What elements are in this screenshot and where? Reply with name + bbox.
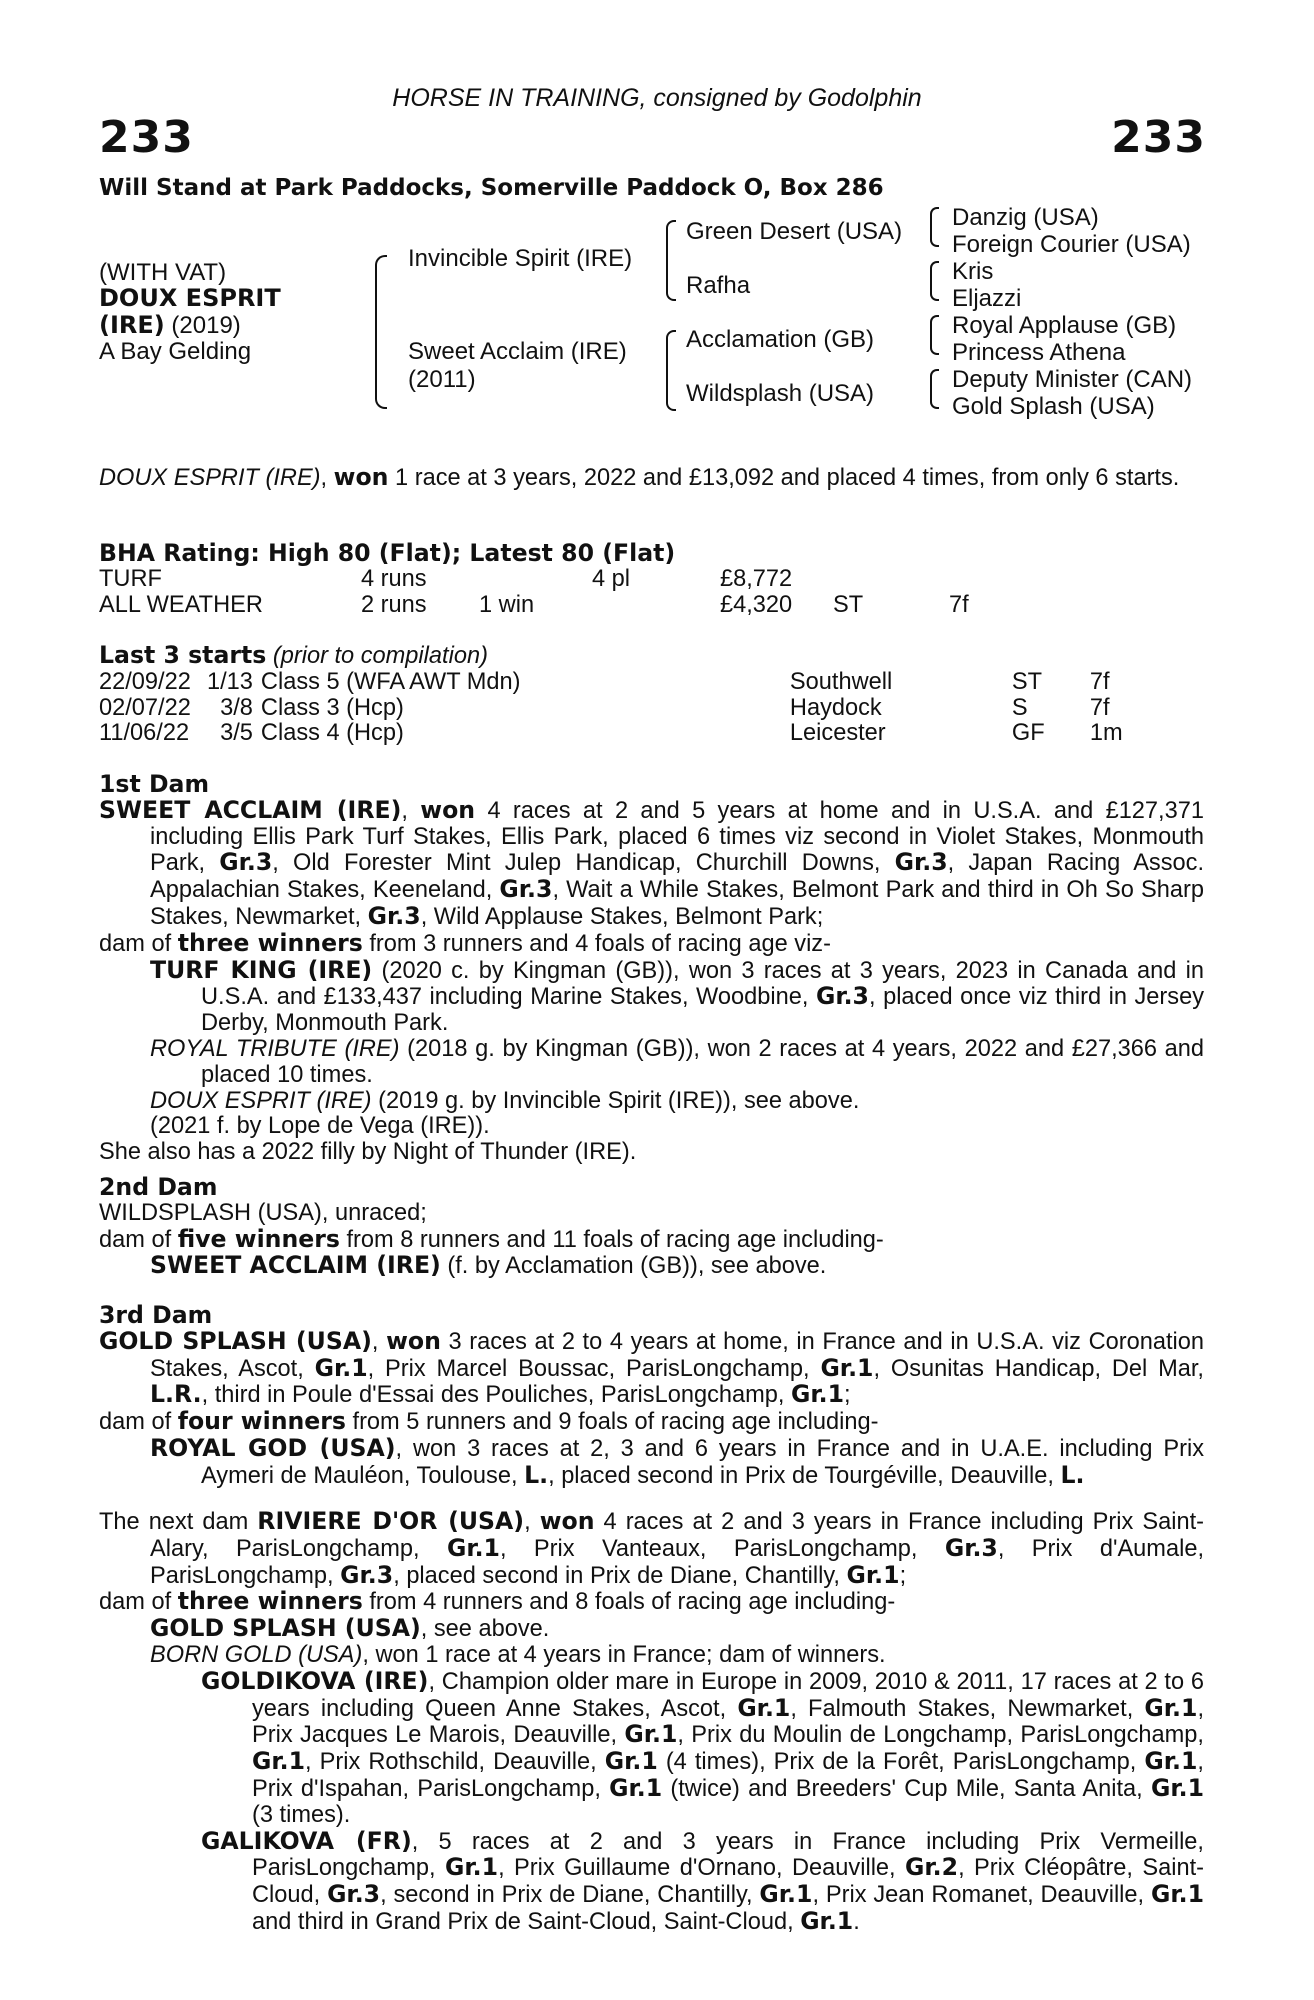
catalogue-heading: HORSE IN TRAINING, consigned by Godolphin [392, 84, 922, 112]
horse-name-country [99, 311, 241, 340]
second-dam-record: WILDSPLASH (USA), unraced; [99, 1199, 427, 1226]
last-starts-table [99, 670, 1123, 747]
last-starts-section [99, 643, 1204, 747]
third-dam-title: 3rd Dam [99, 1301, 213, 1329]
list-item: BORN GOLD (USA), won 1 race at 4 years in France; dam of winners. [150, 1641, 886, 1668]
list-item: ROYAL GOD (USA), won 3 races at 2, 3 and 6 years in France and in U.A.E. including Prix Aymeri de Mauléon, Toulouse, L., placed second in Prix de Tourgéville, Deauville, L. [150, 1433, 1205, 1489]
last-starts-note: (prior to compilation) [272, 643, 488, 669]
second-dam-produce-summary: dam of five winners from 8 runners and 11 foals of racing age including- [99, 1224, 884, 1253]
pedigree-brace-sire [666, 220, 676, 301]
third-dam-section [99, 1303, 1204, 1490]
summary-won: won [333, 463, 389, 491]
first-dam-title: 1st Dam [99, 770, 210, 798]
list-item: DOUX ESPRIT (IRE) (2019 g. by Invincible Spirit (IRE)), see above. [150, 1087, 860, 1114]
pedigree-brace-ds [930, 315, 939, 355]
list-item: GALIKOVA (FR), 5 races at 2 and 3 years in France including Prix Vermeille, ParisLongchamp, Gr.1, Prix Guillaume d'Ornano, Deauville, Gr.2, Prix Cléopâtre, Saint-Cloud, Gr.3, second in Prix de Diane, Chantilly, Gr.1, Prix Jean Romanet, Deauville, Gr.1 and third in Grand Prix de Saint-Cloud, Saint-Cloud, Gr.1. [201, 1826, 1204, 1935]
pedigree-dsd: Princess Athena [952, 339, 1126, 366]
vat-status: (WITH VAT) [99, 259, 227, 286]
list-item: (2021 f. by Lope de Vega (IRE)). [150, 1113, 490, 1140]
pedigree-brace-dd [930, 369, 939, 409]
pedigree-dss: Royal Applause (GB) [952, 312, 1177, 339]
list-item: GOLD SPLASH (USA), see above. [150, 1614, 550, 1643]
pedigree-dam-sire: Acclamation (GB) [686, 326, 875, 353]
table-row: 02/07/22 3/8 Class 3 (Hcp) Haydock S 7f [99, 694, 1110, 721]
list-item: SWEET ACCLAIM (IRE) (f. by Acclamation (GB)), see above. [150, 1251, 827, 1280]
next-dam-record: The next dam RIVIERE D'OR (USA), won 4 races at 2 and 3 years in France including Prix Saint-Alary, ParisLongchamp, Gr.1, Prix Vanteaux, ParisLongchamp, Gr.3, Prix d'Aumale, ParisLongchamp, Gr.3, placed second in Prix de Diane, Chantilly, Gr.1; [99, 1507, 1204, 1589]
country-suffix: (IRE) [99, 311, 165, 339]
first-dam-record: SWEET ACCLAIM (IRE), won 4 races at 2 and 5 years at home and in U.S.A. and £127,371 including Ellis Park Turf Stakes, Ellis Park, placed 6 times viz second in Violet Stakes, Monmouth Park, Gr.3, Old Forester Mint Julep Handicap, Churchill Downs, Gr.3, Japan Racing Assoc. Appalachian Stakes, Keeneland, Gr.3, Wait a While Stakes, Belmont Park and third in Oh So Sharp Stakes, Newmarket, Gr.3, Wild Applause Stakes, Belmont Park; [99, 795, 1205, 930]
pedigree-dam-year: (2011) [408, 366, 476, 393]
table-row: TURF 4 runs 4 pl £8,772 [99, 565, 793, 592]
pedigree-ssd: Foreign Courier (USA) [952, 231, 1191, 258]
pedigree-dam-dam: Wildsplash (USA) [686, 380, 875, 407]
summary-text: 1 race at 3 years, 2022 and £13,092 and placed 4 times, from only 6 starts. [388, 465, 1180, 491]
list-item: TURF KING (IRE) (2020 c. by Kingman (GB)), won 3 races at 3 years, 2023 in Canada and in U.S.A. and £133,437 including Marine Stakes, Woodbine, Gr.3, placed once viz third in Jersey Derby, Monmouth Park. [150, 955, 1204, 1037]
pedigree-brace-main [375, 255, 387, 409]
pedigree-ddd: Gold Splash (USA) [952, 393, 1155, 420]
pedigree-sdd: Eljazzi [952, 285, 1022, 312]
next-dam-section [99, 1509, 1204, 1936]
rating-table [99, 567, 969, 619]
pedigree-sire: Invincible Spirit (IRE) [408, 245, 633, 272]
lot-number-left: 233 [99, 112, 194, 163]
rating-title: BHA Rating: High 80 (Flat); Latest 80 (Flat) [99, 539, 676, 567]
rating-section [99, 541, 1204, 618]
second-dam-title: 2nd Dam [99, 1173, 218, 1201]
summary-horse-name: DOUX ESPRIT (IRE) [99, 465, 321, 491]
lot-number-right: 233 [1111, 112, 1206, 163]
table-row: 22/09/22 1/13 Class 5 (WFA AWT Mdn) Southwell ST 7f [99, 668, 1110, 695]
horse-description: A Bay Gelding [99, 338, 252, 365]
next-dam-produce-summary: dam of three winners from 4 runners and 8 foals of racing age including- [99, 1587, 896, 1616]
third-dam-record: GOLD SPLASH (USA), won 3 races at 2 to 4 years at home, in France and in U.S.A. viz Coronation Stakes, Ascot, Gr.1, Prix Marcel Boussac, ParisLongchamp, Gr.1, Osunitas Handicap, Del Mar, L.R., third in Poule d'Essai des Pouliches, ParisLongchamp, Gr.1; [99, 1326, 1204, 1409]
horse-name: DOUX ESPRIT [99, 284, 281, 312]
list-item: GOLDIKOVA (IRE), Champion older mare in Europe in 2009, 2010 & 2011, 17 races at 2 to 6 years including Queen Anne Stakes, Ascot, Gr.1, Falmouth Stakes, Newmarket, Gr.1, Prix Jacques Le Marois, Deauville, Gr.1, Prix du Moulin de Longchamp, ParisLongchamp, Gr.1, Prix Rothschild, Deauville, Gr.1 (4 times), Prix de la Forêt, ParisLongchamp, Gr.1, Prix d'Ispahan, ParisLongchamp, Gr.1 (twice) and Breeders' Cup Mile, Santa Anita, Gr.1 (3 times). [201, 1666, 1204, 1828]
pedigree-sss: Danzig (USA) [952, 204, 1099, 231]
pedigree-brace-sd [930, 261, 939, 301]
third-dam-produce-summary: dam of four winners from 5 runners and 9 foals of racing age including- [99, 1407, 879, 1436]
list-item: ROYAL TRIBUTE (IRE) (2018 g. by Kingman (GB)), won 2 races at 4 years, 2022 and £27,366 and placed 10 times. [150, 1035, 1205, 1088]
pedigree-brace-dam [666, 330, 676, 411]
table-row: ALL WEATHER 2 runs 1 win £4,320 ST 7f [99, 591, 969, 618]
pedigree-sire-dam: Rafha [686, 272, 751, 299]
pedigree-dam: Sweet Acclaim (IRE) [408, 338, 627, 365]
stabling-info: Will Stand at Park Paddocks, Somerville Paddock O, Box 286 [99, 175, 884, 201]
pedigree-dds: Deputy Minister (CAN) [952, 366, 1193, 393]
pedigree-sire-sire: Green Desert (USA) [686, 218, 903, 245]
first-dam-produce-summary: dam of three winners from 3 runners and 4 foals of racing age viz- [99, 928, 831, 957]
second-dam-section [99, 1175, 1204, 1280]
first-dam-section [99, 772, 1204, 1166]
foaling-year: (2019) [171, 312, 241, 339]
race-summary: DOUX ESPRIT (IRE), won 1 race at 3 years, 2022 and £13,092 and placed 4 times, from only 6 starts. [99, 463, 1180, 491]
pedigree-brace-ss [930, 207, 939, 247]
table-row: 11/06/22 3/5 Class 4 (Hcp) Leicester GF 1m [99, 720, 1123, 747]
first-dam-note: She also has a 2022 filly by Night of Thunder (IRE). [99, 1139, 637, 1166]
pedigree-sds: Kris [952, 258, 994, 285]
last-starts-title: Last 3 starts [99, 641, 267, 669]
